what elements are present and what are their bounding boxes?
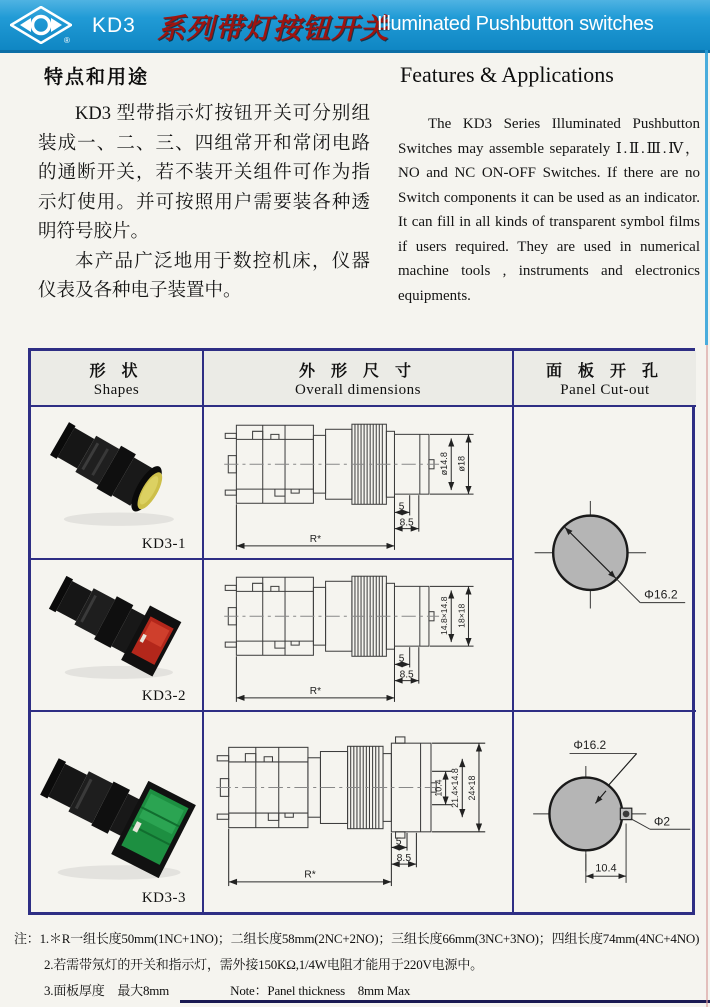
svg-text:ø14.8: ø14.8 xyxy=(439,451,450,475)
dimension-cell-kd3-2 xyxy=(204,560,514,712)
cutout-cell-round xyxy=(514,407,696,712)
cutout-cell-keyed xyxy=(514,712,696,912)
svg-text:10.4: 10.4 xyxy=(433,779,444,797)
svg-text:R*: R* xyxy=(309,533,322,545)
registered-trademark: ® xyxy=(64,36,70,45)
svg-text:5: 5 xyxy=(395,836,402,848)
svg-text:ø18: ø18 xyxy=(456,455,467,472)
product-table xyxy=(28,348,695,915)
kd3-2-dimension-drawing xyxy=(215,560,501,710)
svg-text:Φ16.2: Φ16.2 xyxy=(573,737,607,752)
col-header-shapes-en: Shapes xyxy=(93,381,140,398)
svg-text:8.5: 8.5 xyxy=(396,853,412,865)
model-label-kd3-1: KD3-1 xyxy=(141,536,186,552)
features-heading-zh: 特点和用途 xyxy=(44,67,150,88)
header-bar xyxy=(0,0,710,53)
col-header-dimensions xyxy=(204,351,514,407)
page-title-zh: 系列带灯按钮开关 xyxy=(157,13,390,44)
svg-text:R*: R* xyxy=(304,869,316,881)
page-edge-stripe-blue xyxy=(705,50,708,345)
svg-text:8.5: 8.5 xyxy=(399,669,414,681)
col-header-dimensions-en: Overall dimensions xyxy=(294,381,422,398)
svg-text:14.8×14.8: 14.8×14.8 xyxy=(439,596,450,636)
col-header-shapes xyxy=(31,351,204,407)
svg-text:10.4: 10.4 xyxy=(595,862,617,875)
col-header-cutout xyxy=(514,351,696,407)
model-label-kd3-3: KD3-3 xyxy=(141,890,186,906)
svg-text:Φ2: Φ2 xyxy=(653,814,671,829)
features-body-zh xyxy=(38,100,370,307)
svg-text:18×18: 18×18 xyxy=(456,603,467,628)
svg-text:Φ16.2: Φ16.2 xyxy=(644,587,678,602)
bottom-rule xyxy=(180,1000,710,1003)
footnote-line-2: 2.若需带氖灯的开关和指示灯，需外接150KΩ,1/4W电阻才能用于220V电源中。 xyxy=(44,957,483,972)
features-zh-para2: 本产品广泛地用于数控机床，仪器仪表及各种电子装置中。 xyxy=(38,251,370,301)
kd3-1-photo xyxy=(37,413,197,541)
kd3-2-photo xyxy=(37,566,197,692)
model-label-kd3-2: KD3-2 xyxy=(141,688,186,704)
svg-text:21.4×14.8: 21.4×14.8 xyxy=(450,768,461,808)
kd3-3-photo xyxy=(35,740,199,890)
col-header-shapes-zh: 形 状 xyxy=(89,362,144,380)
footnote-line-1: 注：1.＊R一组长度50mm(1NC+1NO)；二组长度58mm(2NC+2NO)；三组长度66mm(3NC+3NO)；四组长度74mm(4NC+4NO) xyxy=(14,931,700,946)
features-zh-para1: KD3 型带指示灯按钮开关可分别组装成一、二、三、四组常开和常闭电路的通断开关，若不装开关组件可作为指示灯使用。并可按照用户需要装各种透明符号胶片。 xyxy=(38,104,370,242)
svg-text:5: 5 xyxy=(398,500,405,512)
footnote-label: 注： xyxy=(14,931,40,946)
page-edge-stripe-pink xyxy=(706,345,708,1007)
col-header-cutout-en: Panel Cut-out xyxy=(560,381,650,398)
brand-diamond-eye-logo xyxy=(10,6,72,44)
shape-cell-kd3-2 xyxy=(31,560,204,712)
svg-text:24×18: 24×18 xyxy=(466,775,477,801)
footnote-line-3-zh: 3.面板厚度 最大8mm xyxy=(44,983,170,998)
dimension-cell-kd3-3 xyxy=(204,712,514,912)
panel-cutout-round-diagram xyxy=(517,499,693,631)
features-en-para: The KD3 Series Illuminated Pushbutton Switches may assemble separately Ⅰ.Ⅱ.Ⅲ.Ⅳ，NO and NC ON-OFF Switches. If there are no Switch components it can be used as an indicator. It can fill in all kinds of transparent symbol films if users required. They are used in numerical machine tools , instruments and electronics equipments. xyxy=(398,116,700,304)
kd3-3-dimension-drawing xyxy=(212,728,504,896)
dimension-cell-kd3-1 xyxy=(204,407,514,560)
col-header-dimensions-zh: 外 形 尺 寸 xyxy=(298,362,417,380)
col-header-cutout-zh: 面 板 开 孔 xyxy=(545,362,664,380)
series-code: KD3 xyxy=(92,14,136,37)
svg-text:5: 5 xyxy=(398,653,405,665)
svg-text:8.5: 8.5 xyxy=(399,517,414,529)
panel-cutout-keyed-diagram xyxy=(514,728,696,896)
footnote-line-3-en: Note：Panel thickness 8mm Max xyxy=(230,983,411,998)
svg-text:R*: R* xyxy=(309,685,322,697)
page-title-en: Illuminated Pushbutton switches xyxy=(377,13,654,35)
features-heading-en: Features & Applications xyxy=(400,62,614,87)
shape-cell-kd3-3 xyxy=(31,712,204,912)
footnotes xyxy=(14,926,706,1004)
features-body-en xyxy=(398,112,700,308)
shape-cell-kd3-1 xyxy=(31,407,204,560)
kd3-1-dimension-drawing xyxy=(215,408,501,558)
